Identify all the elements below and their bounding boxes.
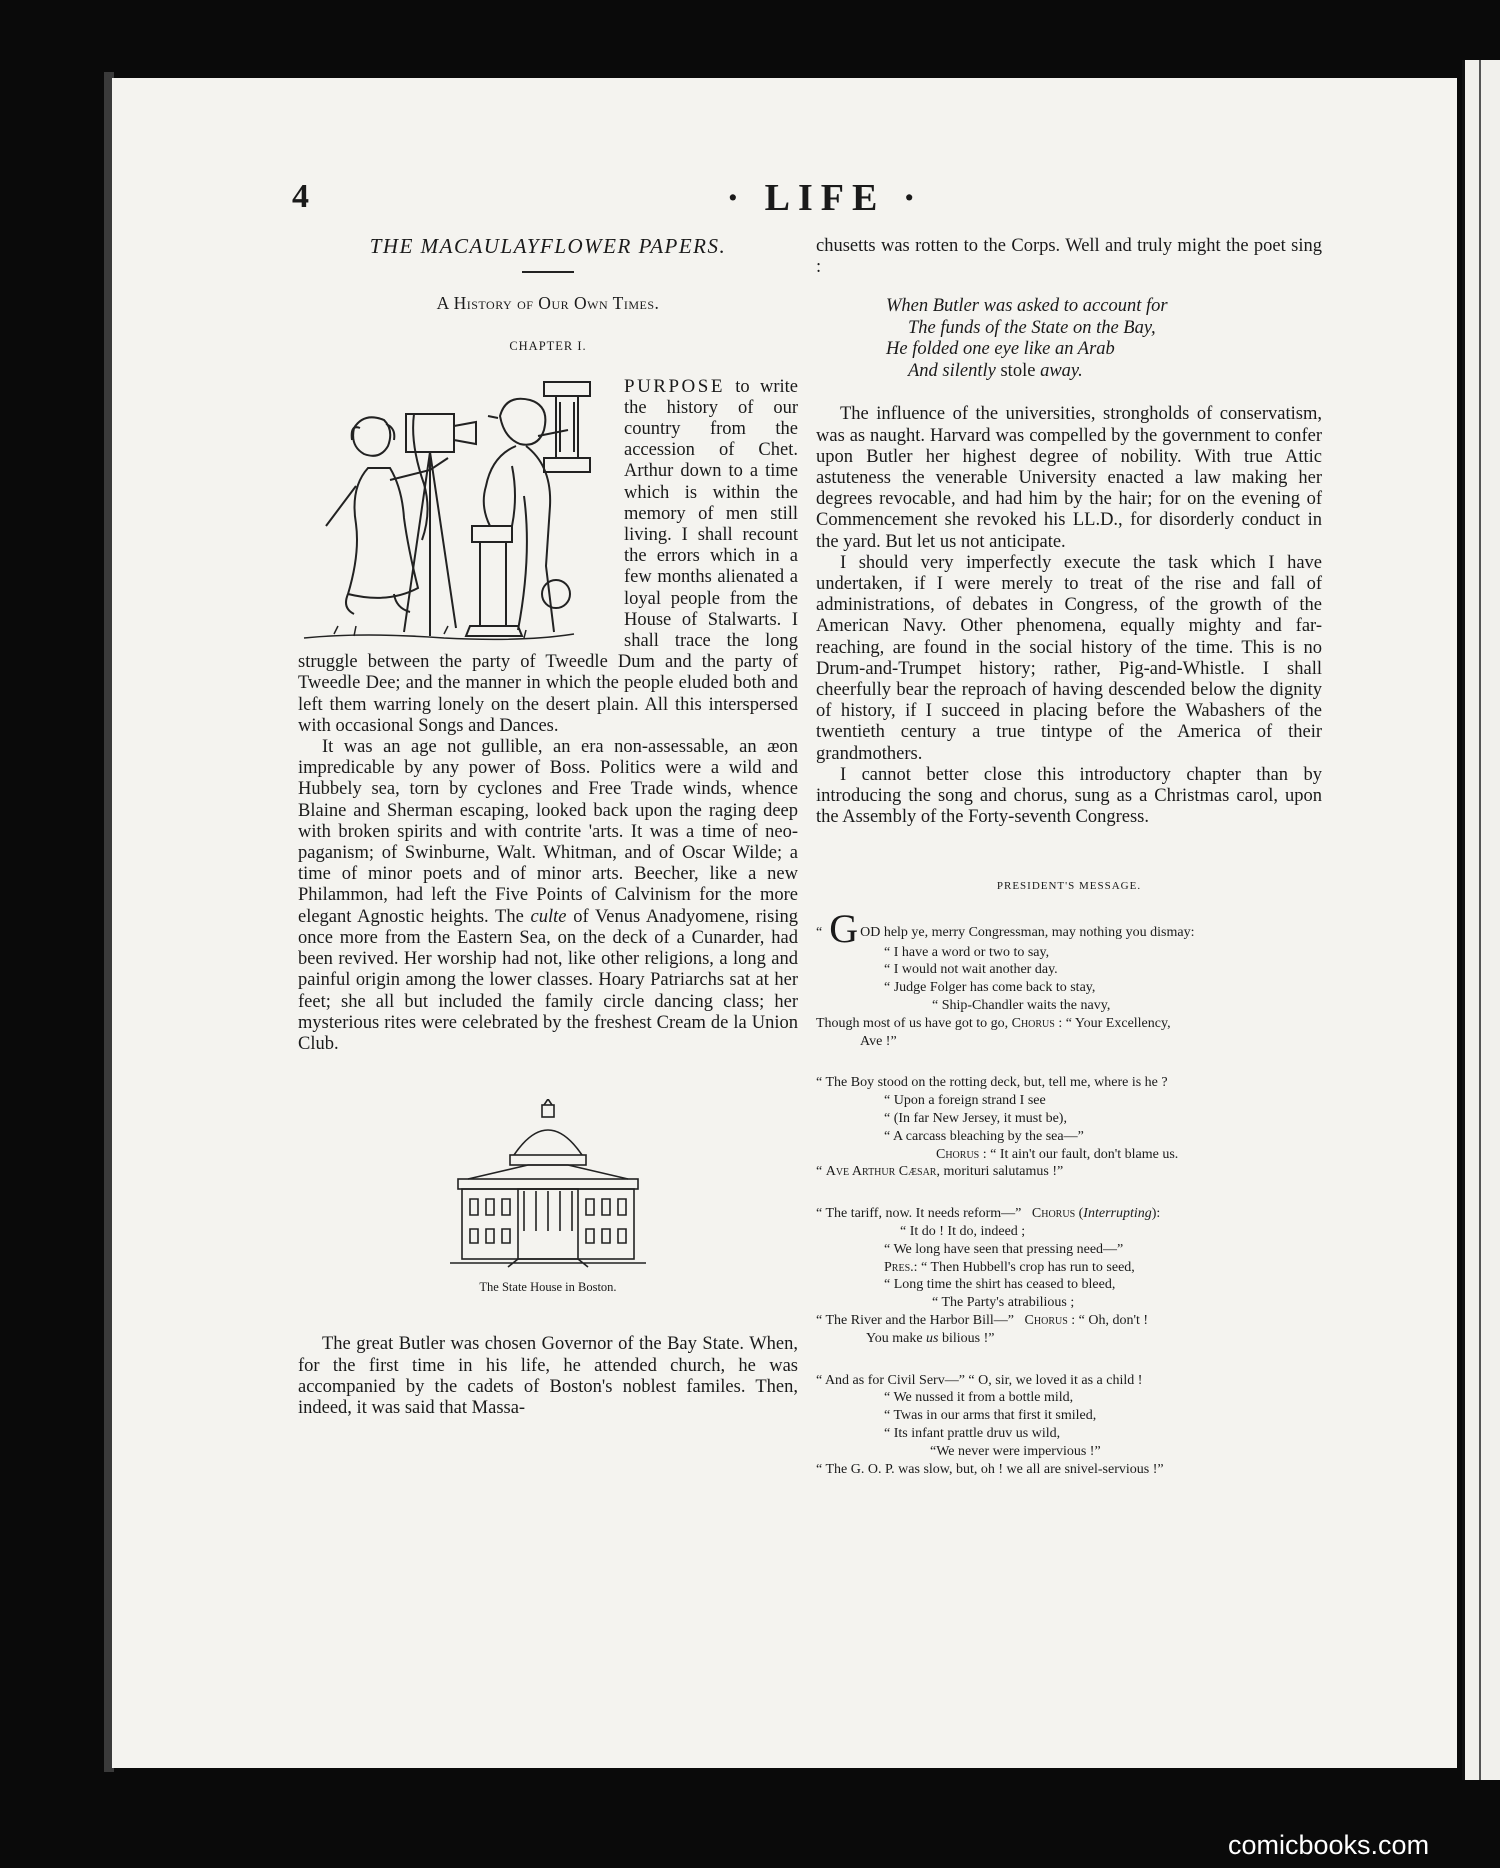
age-paragraph-end: of Venus Anadyomene, rising once more from the Eastern Sea, on the deck of a Cunarder, had been revived. Her worship had not, like other religions, a long and painful origin among the lower classes. Hoary Patriarchs sat at her feet; she all but included the family circle dancing class; her mysterious rites were celebrated by the freshest Cream de la Union Club.: [298, 906, 799, 1054]
article-title: THE MACAULAYFLOWER PAPERS.: [369, 234, 727, 258]
poem-line: And silently stole away.: [908, 360, 1083, 381]
poem-line: The funds of the State on the Bay,: [908, 317, 1156, 338]
history-paragraph: I should very imperfectly execute the task which I have undertaken, if I were merely to treat of the rise and fall of administrations, of debates in Congress, of the growth of the American Navy. Other phenomena, equally mighty and far-reaching, are found in the social history of the time. This is no Drum-and-Trumpet history; rather, Pig-and-Whistle. I shall cheerfully bear the reproach of having descended below the dignity of history, if I succeed in placing before the Wabashers of the twentieth century a true tintype of the America of their grandmothers.: [816, 552, 1322, 764]
masthead-title: · LIFE ·: [726, 177, 924, 219]
next-page-edge: [1462, 60, 1500, 1780]
right-column: [816, 236, 1322, 1502]
verse-4: “ And as for Civil Serv—” “ O, sir, we loved it as a child ! “ We nussed it from a bottle mild, “ Twas in our arms that first it smiled, “ Its infant prattle druv us wild, “We never were impervious !” “ The G. O. P. was slow, but, oh ! we all are snivel-servious !”: [816, 1372, 1164, 1477]
verse-3: “ The tariff, now. It needs reform—” Chorus (Interrupting): “ It do ! It do, indeed ; “ We long have seen that pressing need—” Pres.: “ Then Hubbell's crop has run to seed, “ Long time the shirt has ceased to bleed, “ The Party's atrabilious ; “ The River and the Harbor Bill—” Chorus : “ Oh, don't ! You make us bilious !”: [816, 1206, 1161, 1346]
butler-paragraph: The great Butler was chosen Governor of the Bay State. When, for the first time in his life, he attended church, he was accompanied by the cadets of Boston's noblest familes. Then, indeed, it was said that Massa-: [298, 1334, 798, 1418]
drop-capital: G: [829, 905, 859, 951]
message-title: PRESIDENT'S MESSAGE.: [996, 880, 1142, 893]
photographer-illustration: [294, 376, 614, 648]
continuation-paragraph: chusetts was rotten to the Corps. Well and truly might the poet sing :: [816, 236, 1322, 278]
chapter-heading: CHAPTER I.: [509, 339, 587, 354]
poem-line: He folded one eye like an Arab: [886, 339, 1115, 360]
poem-line: When Butler was asked to account for: [886, 296, 1168, 317]
age-paragraph: It was an age not gullible, an era non-assessable, an æon impredicable by any power of Boss. Politics were a wild and Hubbely sea, torn by cyclones and Free Trade winds, whence Blaine and Sherman escaping, looked back upon the raging deep with broken spirits and with contrite 'arts. It was a time of neo-paganism; of Swinburne, Walt. Whitman, and of Oscar Wilde; a time of minor poets and of minor arts. Beecher, like a new Philammon, had left the Five Points of Calvinism for the more elegant Agnostic heights. The: [298, 737, 798, 927]
state-house-caption: The State House in Boston.: [479, 1280, 617, 1295]
page-fold: [1479, 60, 1481, 1780]
closing-paragraph: I cannot better close this introductory chapter than by introducing the song and chorus, sung as a Christmas carol, upon the Assembly of the Forty-seventh Congress.: [816, 764, 1322, 828]
culte-word: culte: [530, 906, 567, 927]
verse-1: “ G OD help ye, merry Congressman, may nothing you dismay: “ I have a word or two to say, “ I would not wait another day. “ Judge Folger has come back to stay, “ Ship-Chandler waits the navy, Though most of us have got to go, Chorus : “ Your Excellency, Ave !”: [816, 905, 1195, 1049]
site-watermark: comicbooks.com: [1228, 1830, 1430, 1860]
article-subtitle: A History of Our Own Times.: [436, 293, 660, 314]
title-rule: [522, 271, 574, 273]
left-column: [298, 236, 798, 1419]
universities-paragraph: The influence of the universities, strongholds of conservatism, was as naught. Harvard was compelled by the government to confer upon Butler her highest degree of nobility. With true Attic astuteness the venerable University enacted a law making her degrees revocable, and had him by the hair; for on the evening of Commencement she revoked his LL.D., for disorderly conduct in the yard. But let us not anticipate.: [816, 404, 1322, 552]
verse-2: “ The Boy stood on the rotting deck, but, tell me, where is he ? “ Upon a foreign strand I see “ (In far New Jersey, it must be), “ A carcass bleaching by the sea—” Chorus : “ It ain't our fault, don't blame us. “ Ave Arthur Cæsar, morituri salutamus !”: [816, 1075, 1179, 1180]
intro-paragraph: to write the history of our country from the accession of Chet. Arthur down to a time which is within the memory of men still living. I shall recount the errors which in a few months alienated a loyal people from the House of Stalwarts. I shall trace the long struggle between the party of Tweedle Dum and the party of Tweedle Dee; and the manner in which the people eluded both and left them warring lonely on the desert plain. All this interspersed with occasional Songs and Dances.: [298, 376, 798, 736]
lead-capitals: PURPOSE: [624, 375, 725, 397]
state-house-illustration: [448, 1099, 648, 1269]
butler-poem: [886, 296, 1322, 382]
page-number: 4: [292, 178, 309, 215]
